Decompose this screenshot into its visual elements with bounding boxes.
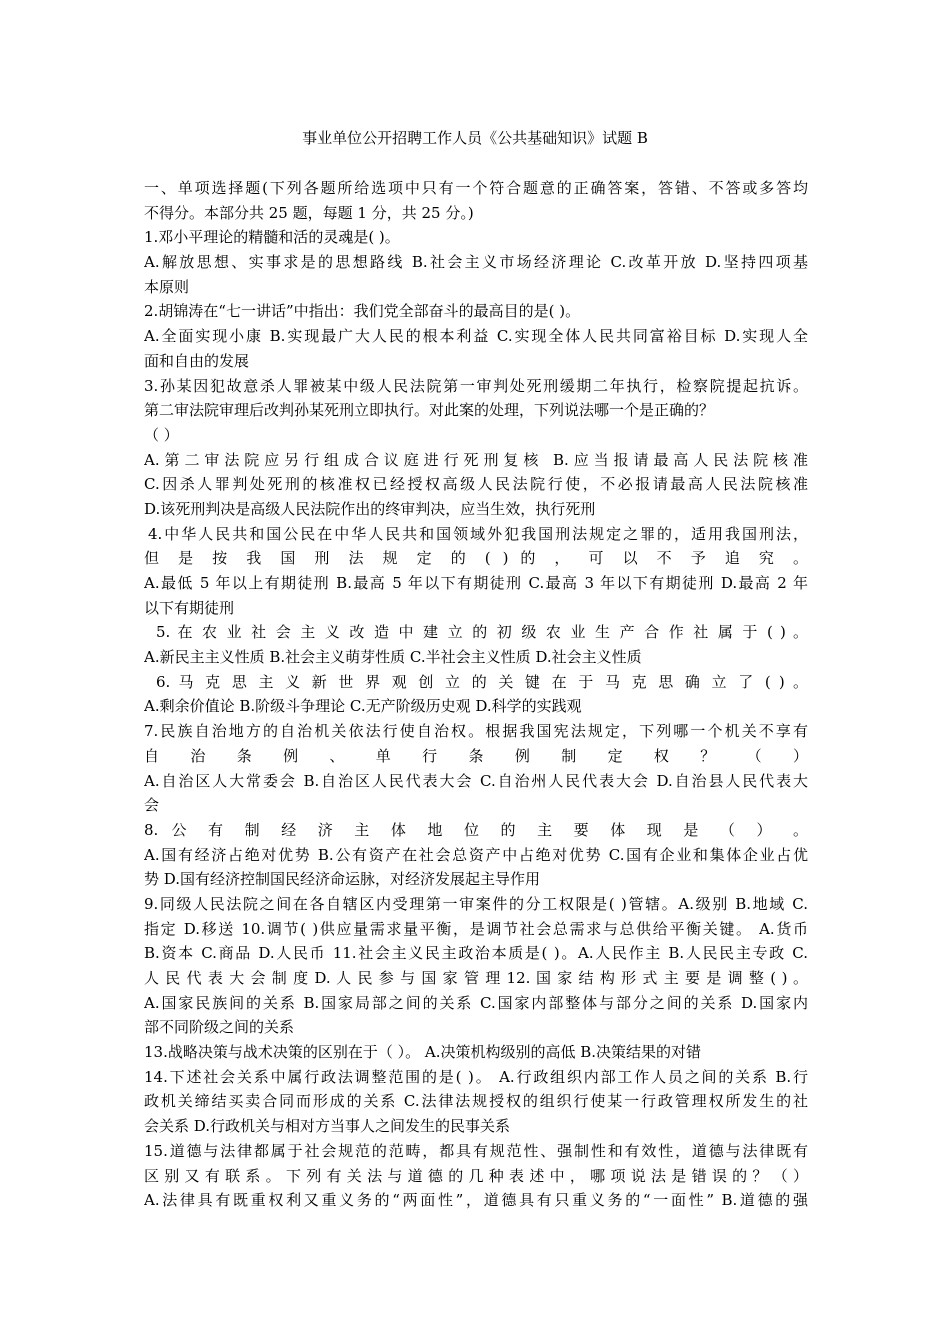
text-line: A.全面实现小康 B.实现最广大人民的根本利益 C.实现全体人民共同富裕目标 D.实现人全 (144, 327, 808, 346)
text-line: 3.孙某因犯故意杀人罪被某中级人民法院第一审判处死刑缓期二年执行，检察院提起抗诉。 (144, 376, 808, 395)
text-line: 人 民 代 表 大 会 制 度 D. 人 民 参 与 国 家 管 理 12. 国 家 结 构 形 式 主 要 是 调 整 ( ) 。 (144, 969, 808, 987)
text-line: B.资本 C.商品 D.人民币 11.社会主义民主政治本质是( )。A.人民作主 B.人民民主专政 C. (144, 944, 808, 963)
text-line: 15.道德与法律都属于社会规范的范畴，都具有规范性、强制性和有效性，道德与法律既有 (144, 1141, 808, 1160)
text-line: 1.邓小平理论的精髓和活的灵魂是( )。 (144, 228, 400, 247)
text-line: A.剩余价值论 B.阶级斗争理论 C.无产阶级历史观 D.科学的实践观 (144, 697, 582, 716)
text-line: 自 治 条 例 、 单 行 条 例 制 定 权 ？ （ ） (144, 746, 808, 765)
text-line: 13.战略决策与战术决策的区别在于（ ）。 A.决策机构级别的高低 B.决策结果的对错 (144, 1043, 702, 1062)
text-line: 第二审法院审理后改判孙某死刑立即执行。对此案的处理，下列说法哪一个是正确的？ (144, 401, 715, 420)
text-line: A.自治区人大常委会 B.自治区人民代表大会 C.自治州人民代表大会 D.自治县人民代表大 (144, 771, 808, 790)
text-line: 4.中华人民共和国公民在中华人民共和国领域外犯我国刑法规定之罪的，适用我国刑法， (148, 524, 808, 543)
text-line: A.第二审法院应另行组成合议庭进行死刑复核 B.应当报请最高人民法院核准 (144, 450, 808, 469)
text-line: 9.同级人民法院之间在各自辖区内受理第一审案件的分工权限是( )管辖。A.级别 B.地域 C. (144, 894, 808, 913)
text-line: 6. 马 克 思 主 义 新 世 界 观 创 立 的 关 键 在 于 马 克 思 确 立 了 ( ) 。 (156, 672, 808, 691)
text-line: A.解放思想、实事求是的思想路线 B.社会主义市场经济理论 C.改革开放 D.坚持四项基 (144, 253, 808, 272)
text-line: 政机关缔结买卖合同而形成的关系 C.法律法规授权的组织行使某一行政管理权所发生的社 (144, 1092, 808, 1111)
text-line: A.最低 5 年以上有期徒刑 B.最高 5 年以下有期徒刑 C.最高 3 年以下有期徒刑 D.最高 2 年 (144, 574, 808, 592)
text-line: 一、单项选择题(下列各题所给选项中只有一个符合题意的正确答案，答错、不答或多答均 (144, 179, 808, 197)
text-line: A.国有经济占绝对优势 B.公有资产在社会总资产中占绝对优势 C.国有企业和集体企业占优 (144, 845, 808, 864)
text-line: 7.民族自治地方的自治机关依法行使自治权。根据我国宪法规定，下列哪一个机关不享有 (144, 722, 808, 741)
text-line: 2.胡锦涛在“七一讲话”中指出：我们党全部奋斗的最高目的是( )。 (144, 302, 581, 321)
text-line: A.国家民族间的关系 B.国家局部之间的关系 C.国家内部整体与部分之间的关系 D.国家内 (144, 993, 808, 1012)
document-body (144, 176, 808, 1213)
text-line: 但 是 按 我 国 刑 法 规 定 的 ( ) 的 ， 可 以 不 予 追 究 。 (144, 549, 808, 568)
text-line: 会关系 D.行政机关与相对方当事人之间发生的民事关系 (144, 1117, 511, 1136)
text-line: （ ） (144, 425, 179, 444)
text-line: C.因杀人罪判处死刑的核准权已经授权高级人民法院行使，不必报请最高人民法院核准 (144, 475, 808, 494)
text-line: 以下有期徒刑 (144, 598, 235, 617)
text-line: 不得分。本部分共 25 题，每题 1 分，共 25 分。) (144, 203, 474, 222)
text-line: 5. 在 农 业 社 会 主 义 改 造 中 建 立 的 初 级 农 业 生 产 合 作 社 属 于 ( ) 。 (156, 623, 808, 642)
text-line: 14.下述社会关系中属行政法调整范围的是( )。 A.行政组织内部工作人员之间的关系 B.行 (144, 1067, 808, 1086)
text-line: 区 别 又 有 联 系 。 下 列 有 关 法 与 道 德 的 几 种 表 述 中 ， 哪 项 说 法 是 错 误 的 ？ （ ） (144, 1166, 808, 1185)
text-line: D.该死刑判决是高级人民法院作出的终审判决，应当生效，执行死刑 (144, 499, 596, 518)
text-line: 8. 公 有 制 经 济 主 体 地 位 的 主 要 体 现 是 （ ） 。 (144, 820, 808, 839)
document-title: 事业单位公开招聘工作人员《公共基础知识》试题 B (302, 129, 648, 147)
text-line: 势 D.国有经济控制国民经济命运脉，对经济发展起主导作用 (144, 870, 541, 889)
text-line: A.新民主主义性质 B.社会主义萌芽性质 C.半社会主义性质 D.社会主义性质 (144, 648, 642, 667)
text-line: 会 (144, 796, 160, 815)
text-line: 本原则 (144, 277, 190, 296)
text-line: 面和自由的发展 (144, 351, 250, 370)
text-line: 指定 D.移送 10.调节( )供应量需求量平衡，是调节社会总需求与总供给平衡关键。 A.货币 (144, 919, 808, 938)
text-line: A.法律具有既重权利又重义务的“两面性”，道德具有只重义务的“一面性” B.道德的强 (144, 1191, 808, 1210)
text-line: 部不同阶级之间的关系 (144, 1018, 295, 1037)
